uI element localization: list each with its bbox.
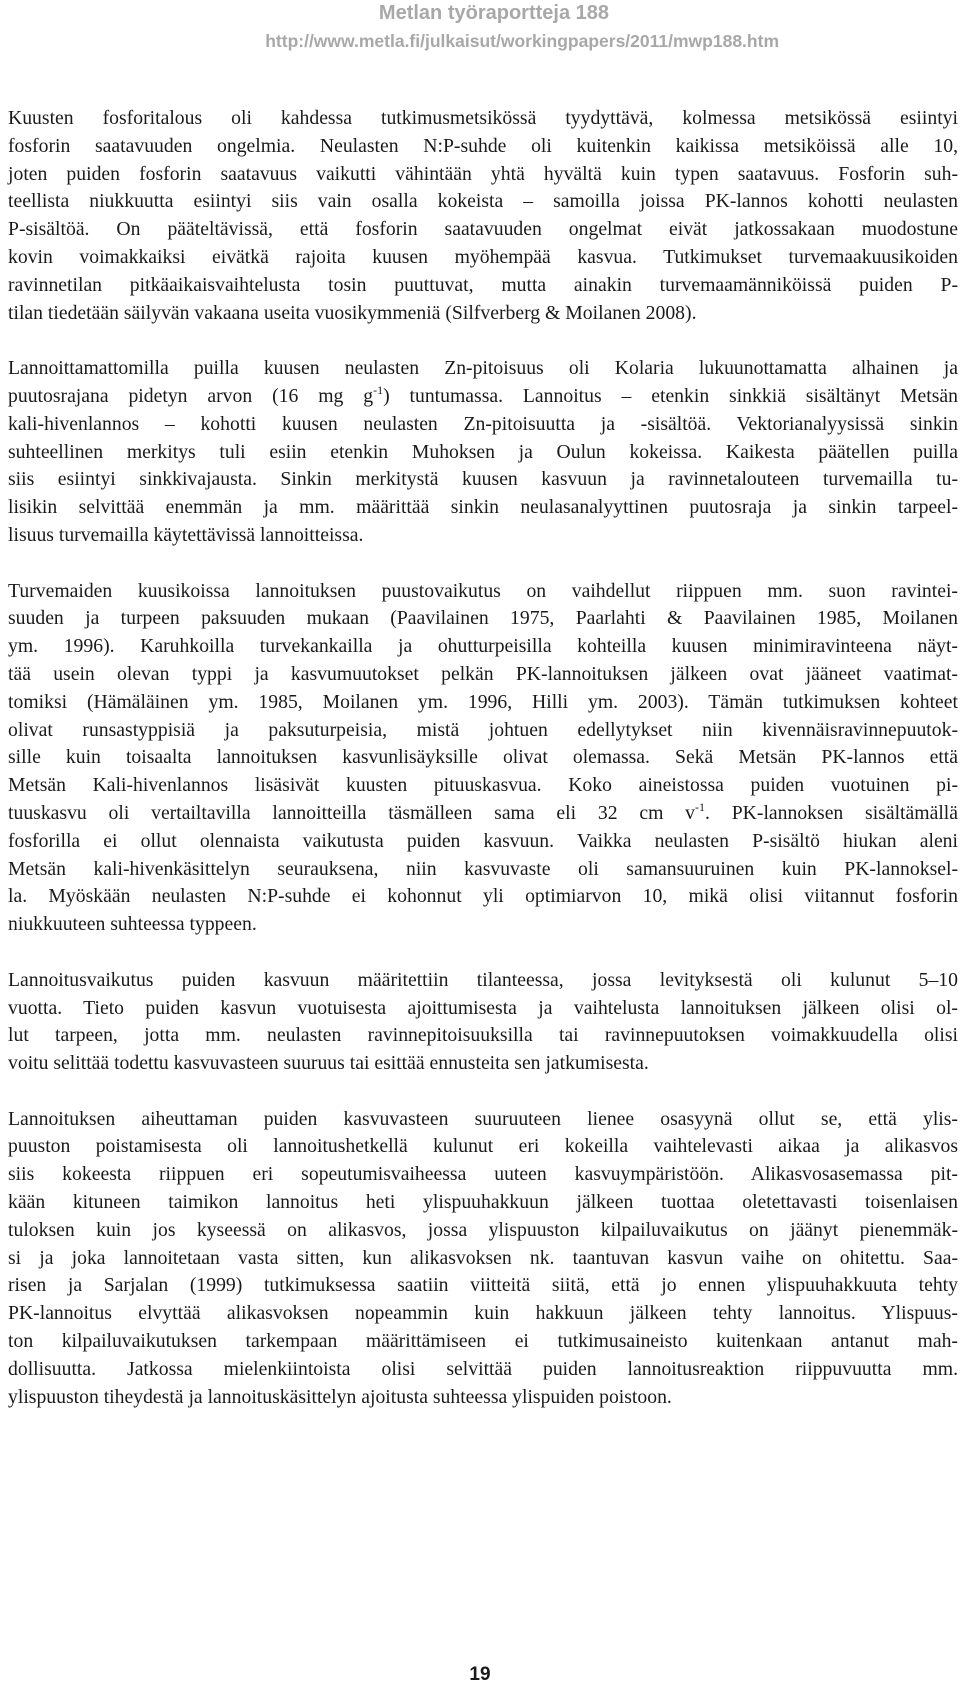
paragraph: [8, 967, 958, 1078]
text-line: Lannoituksen aiheuttaman puiden kasvuvasteen suuruuteen lienee osasyynä ollut se, että ylis-: [8, 1107, 958, 1130]
text-line: joten puiden fosforin saatavuus vaikutti vähintään yhtä hyvältä kuin typen saatavuus. Fosforin suh-: [8, 162, 958, 185]
text-line: suhteellinen merkitys tuli esiin etenkin Muhoksen ja Oulun kokeissa. Kaikesta päätellen puilla: [8, 440, 958, 463]
text-segment: ) tuntumassa. Lannoitus – etenkin sinkkiä sisältänyt Metsän: [383, 384, 958, 407]
text-line: Metsän kali-hivenkäsittelyn seurauksena, niin kasvuvaste oli samansuuruinen kuin PK-lannoksel-: [8, 857, 958, 880]
text-line: lisuus turvemailla käytettävissä lannoitteissa.: [8, 523, 364, 546]
text-line: kovin voimakkaiksi eivätkä rajoita kuusen myöhempää kasvua. Tutkimukset turvemaakuusikoiden: [8, 245, 958, 268]
text-line: ton kilpailuvaikutuksen tarkempaan määrittämiseen ei tutkimusaineisto kuitenkaan antanut mah-: [8, 1330, 958, 1353]
text-line: ravinnetilan pitkäaikaisvaihtelusta tosin puuttuvat, mutta ainakin turvemaamänniköissä puiden P-: [8, 273, 958, 296]
page-number: 19: [469, 1664, 491, 1685]
text-line: Kuusten fosforitalous oli kahdessa tutkimusmetsikössä tyydyttävä, kolmessa metsikössä esiintyi: [8, 107, 958, 129]
publication-url: http://www.metla.fi/julkaisut/workingpapers/2011/mwp188.htm: [265, 31, 779, 51]
text-line: lisikin selvittää enemmän ja mm. määrittää sinkin neulasanalyyttinen puutosraja ja sinkin tarpeel-: [8, 496, 958, 519]
text-line: la. Myöskään neulasten N:P-suhde ei kohonnut yli optimiarvon 10, mikä olisi viitannut fosforin: [8, 885, 958, 908]
paragraph: [8, 578, 958, 939]
series-title: Metlan työraportteja 188: [378, 2, 609, 24]
text-line: tomiksi (Hämäläinen ym. 1985, Moilanen ym. 1996, Hilli ym. 2003). Tämän tutkimuksen kohteet: [8, 690, 958, 713]
paragraph: [8, 105, 958, 327]
text-line: vuotta. Tieto puiden kasvun vuotuisesta ajoittumisesta ja vaihtelusta lannoituksen jälkeen olisi ol-: [8, 996, 958, 1019]
text-line: P-sisältöä. On pääteltävissä, että fosforin saatavuuden ongelmat eivät jatkossakaan muodostune: [8, 218, 958, 241]
body-text: [8, 105, 958, 1411]
text-line: si ja joka lannoitetaan vasta sitten, kun alikasvoksen nk. taantuvan kasvun vaihe on ohitettu. Saa-: [8, 1246, 958, 1269]
text-line: niukkuuteen suhteessa typpeen.: [8, 913, 257, 936]
text-line: tuloksen kuin jos kyseessä on alikasvos, jossa ylispuuston kilpailuvaikutus on jäänyt pienemmäk-: [8, 1218, 958, 1241]
text-line: Turvemaiden kuusikoissa lannoituksen puustovaikutus on vaihdellut riippuen mm. suon ravintei-: [8, 579, 958, 602]
text-line: siis esiintyi sinkkivajausta. Sinkin merkitystä kuusen kasvuun ja ravinnetalouteen turvemailla tu-: [8, 468, 958, 491]
paragraph: [8, 1106, 958, 1412]
text-line: kali-hivenlannos – kohotti kuusen neulasten Zn-pitoisuutta ja -sisältöä. Vektorianalyysissä sinkin: [8, 412, 958, 435]
text-line: siis kokeesta riippuen eri sopeutumisvaiheessa uuteen kasvuympäristöön. Alikasvosasemassa pit-: [8, 1163, 958, 1186]
text-line: risen ja Sarjalan (1999) tutkimuksessa saatiin viitteitä siitä, että jo ennen ylispuuhakkuuta tehty: [8, 1274, 958, 1297]
paragraph: [8, 355, 958, 550]
text-line: dollisuutta. Jatkossa mielenkiintoista olisi selvittää puiden lannoitusreaktion riippuvuutta mm.: [8, 1357, 958, 1380]
text-segment: . PK-lannoksen sisältämällä: [705, 801, 958, 824]
text-segment: puutosrajana pidetyn arvon (16 mg g: [8, 384, 374, 407]
superscript: -1: [373, 382, 384, 397]
text-line: kään kituneen taimikon lannoitus heti ylispuuhakkuun jälkeen tuottaa oletettavasti toisenlaisen: [8, 1191, 958, 1214]
text-line: [8, 383, 958, 411]
text-line: [8, 800, 958, 828]
text-line: tilan tiedetään säilyvän vakaana useita vuosikymmeniä (Silfverberg & Moilanen 2008).: [8, 301, 697, 324]
text-line: lut tarpeen, jotta mm. neulasten ravinnepitoisuuksilla tai ravinnepuutoksen voimakkuudella olisi: [8, 1024, 958, 1047]
text-line: tää usein olevan typpi ja kasvumuutokset pelkän PK-lannoituksen jälkeen ovat jääneet vaatimat-: [8, 662, 958, 685]
text-line: sille kuin toisaalta lannoituksen kasvunlisäyksille olivat olemassa. Sekä Metsän PK-lannos että: [8, 746, 958, 769]
text-line: Metsän Kali-hivenlannos lisäsivät kuusten pituuskasvua. Koko aineistossa puiden vuotuinen pi-: [8, 774, 958, 797]
text-line: ym. 1996). Karuhkoilla turvekankailla ja ohutturpeisilla kohteilla kuusen minimiravinteena näyt-: [8, 635, 958, 658]
text-line: olivat runsastyppisiä ja paksuturpeisia, mistä johtuen edellytykset niin kivennäisravinnepuutok-: [8, 718, 958, 741]
text-line: ylispuuston tiheydestä ja lannoituskäsittelyn ajoitusta suhteessa ylispuiden poistoon.: [8, 1385, 672, 1408]
text-line: voitu selittää todettu kasvuvasteen suuruus tai esittää ennusteita sen jatkumisesta.: [8, 1052, 649, 1075]
text-line: PK-lannoitus elvyttää alikasvoksen nopeammin kuin hakkuun jälkeen tehty lannoitus. Ylispuus-: [8, 1302, 958, 1325]
text-line: puuston poistamisesta oli lannoitushetkellä kulunut eri kokeilla vaihtelevasti aikaa ja alikasvos: [8, 1135, 958, 1158]
text-segment: tuuskasvu oli vertailtavilla lannoitteilla täsmälleen sama eli 32 cm v: [8, 801, 696, 824]
text-line: Lannoittamattomilla puilla kuusen neulasten Zn-pitoisuus oli Kolaria lukuunottamatta alhainen ja: [8, 357, 958, 380]
superscript: -1: [695, 799, 706, 814]
text-line: Lannoitusvaikutus puiden kasvuun määritettiin tilanteessa, jossa levityksestä oli kulunut 5–10: [8, 968, 958, 991]
text-line: teellista niukkuutta esiintyi siis vain osalla kokeista – samoilla joissa PK-lannos kohotti neulasten: [8, 190, 958, 213]
text-line: suuden ja turpeen paksuuden mukaan (Paavilainen 1975, Paarlahti & Paavilainen 1985, Moilanen: [8, 607, 958, 630]
text-line: fosforin saatavuuden ongelmia. Neulasten N:P-suhde oli kuitenkin kaikissa metsiköissä alle 10,: [8, 134, 958, 157]
text-line: fosforilla ei ollut olennaista vaikutusta puiden kasvuun. Vaikka neulasten P-sisältö hiukan aleni: [8, 829, 958, 852]
